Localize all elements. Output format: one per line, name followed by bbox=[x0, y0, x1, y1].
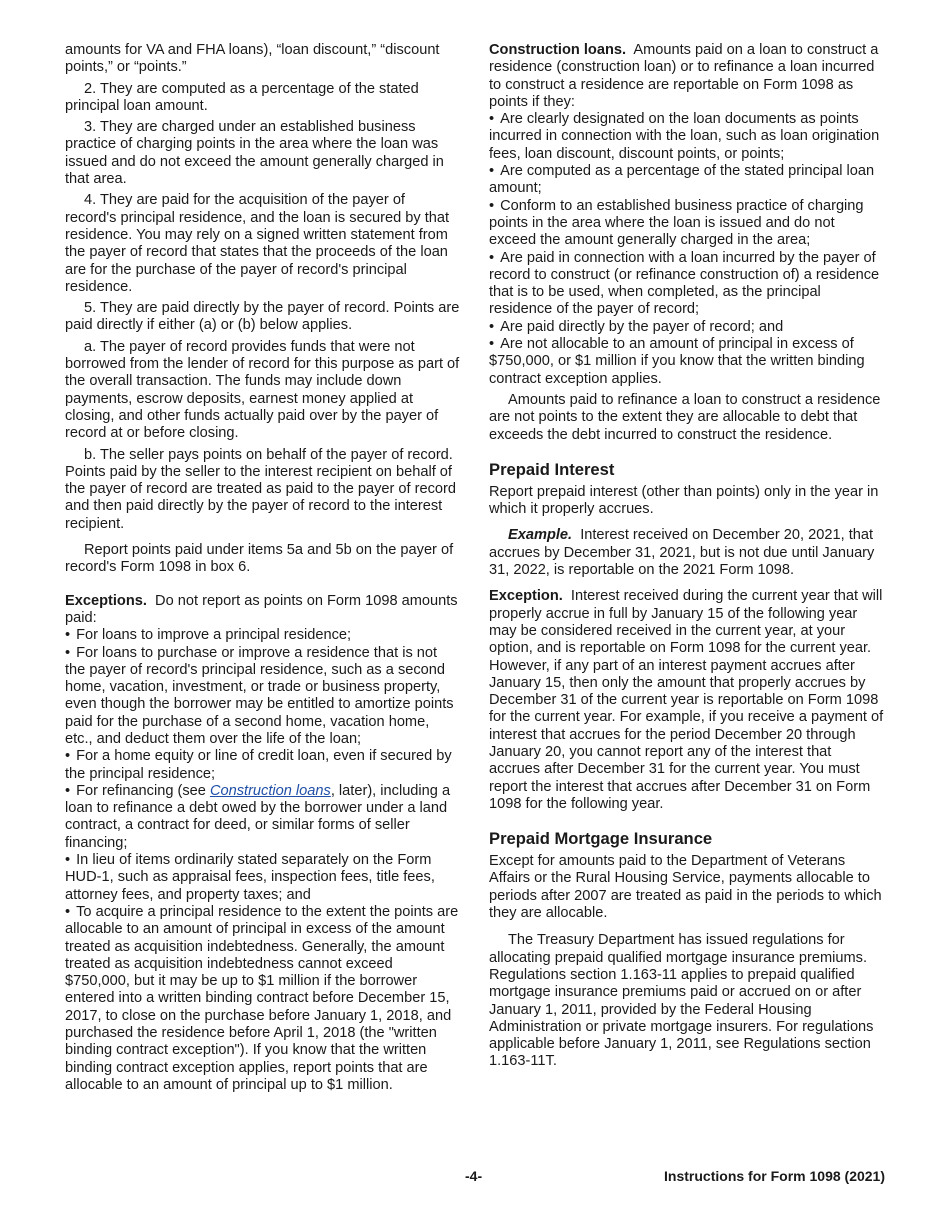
construction-loans-link[interactable]: Construction loans bbox=[209, 782, 331, 799]
construction-bullet: • Are paid directly by the payer of record; and bbox=[489, 319, 885, 336]
exception-bullet: • For loans to improve a principal residence; bbox=[65, 627, 460, 644]
construction-bullet: • Are clearly designated on the loan documents as points incurred in connection with the loan, such as loan origination fees, loan discount, discount points, or points; bbox=[489, 111, 885, 163]
item-5b: b. The seller pays points on behalf of the payer of record. Points paid by the seller to the interest recipient on behalf of the payer of record are treated as paid to the payer of record and then paid directly by the payer of record to the interest recipient. bbox=[65, 446, 457, 532]
example-label: Example. bbox=[508, 527, 573, 544]
prepaid-mortgage-insurance-heading: Prepaid Mortgage Insurance bbox=[489, 829, 713, 849]
treasury-regulations-paragraph: The Treasury Department has issued regulations for allocating prepaid qualified mortgage insurance premiums. Regulations section 1.163-11 applies to prepaid qualified mortgage insurance premiums paid or accrued on or after January 1, 2011, provided by the Federal Housing Administration or private mortgage insurers. For regulations applicable before January 1, 2011, see Regulations section 1.163-11T. bbox=[489, 932, 874, 1070]
example-text: Interest received on December 20, 2021, that accrues by December 31, 2021, but is not due until January 31, 2022, is reportable on the 2021 Form 1098. bbox=[489, 527, 875, 579]
construction-loans-text: Amounts paid on a loan to construct a residence (construction loan) or to refinance a loan incurred to construct a residence are reportable on Form 1098 as points if they: bbox=[489, 42, 879, 110]
exception-label: Exception. bbox=[489, 588, 563, 605]
construction-bullet: • Are computed as a percentage of the stated principal loan amount; bbox=[489, 163, 885, 198]
exception-bullet bbox=[65, 783, 460, 852]
exceptions-text: Do not report as points on Form 1098 amounts paid: bbox=[65, 592, 458, 626]
exception-text: Interest received during the current year that will properly accrue in full by January 15 of the following year may be considered received in the current year, at your option, and is reportable on Form 1098 for the current year. However, if any part of an interest payment accrues after January 15, then only the amount that properly accrues by December 31 of the current year is reportable on Form 1098 for the current year. For example, if you receive a payment of interest that accrues for the period December 20 through January 20, you cannot report any of the interest that accrues after December 31 for the current year. You must report the interest that accrues after December 31 on Form 1098 for the following year. bbox=[489, 588, 884, 812]
example-paragraph bbox=[489, 527, 885, 579]
exception-paragraph bbox=[489, 588, 885, 813]
page-number: -4- bbox=[465, 1168, 483, 1184]
construction-loans-label: Construction loans. bbox=[489, 42, 627, 58]
document-title-footer: Instructions for Form 1098 (2021) bbox=[664, 1168, 885, 1184]
prepaid-interest-heading: Prepaid Interest bbox=[489, 459, 615, 479]
item-2: 2. They are computed as a percentage of the stated principal loan amount. bbox=[65, 80, 419, 114]
exceptions-paragraph bbox=[65, 593, 460, 628]
refinance-paragraph: Amounts paid to refinance a loan to construct a residence are not points to the extent they are allocable to debt that exceeds the debt incurred to construct the residence. bbox=[489, 391, 881, 443]
item-3: 3. They are charged under an established business practice of charging points in the area where the loan was issued and do not exceed the amount generally charged in that area. bbox=[65, 119, 444, 188]
item-4: 4. They are paid for the acquisition of the payer of record's principal residence, and the loan is secured by that residence. You may rely on a signed written statement from the payer of record that states that the proceeds of the loan are for the purchase of the payer of record's principal residence. bbox=[65, 192, 450, 295]
right-column bbox=[489, 42, 885, 1071]
mortgage-insurance-paragraph: Except for amounts paid to the Department of Veterans Affairs or the Rural Housing Service, payments allocable to periods after 2007 are treated as paid in the periods to which they are allocable. bbox=[489, 853, 882, 922]
exception-bullet: • In lieu of items ordinarily stated separately on the Form HUD-1, such as appraisal fees, inspection fees, title fees, attorney fees, and property taxes; and bbox=[65, 852, 460, 904]
construction-loans-paragraph bbox=[489, 42, 885, 111]
exception-bullet: • For loans to purchase or improve a residence that is not the payer of record's principal residence, such as a second home, vacation, investment, or trade or business property, even though the borrower may be entitled to amortize points paid for the purchase of a second home, vacation home, etc., and deduct them over the life of the loan; bbox=[65, 645, 460, 749]
paragraph: amounts for VA and FHA loans), “loan discount,” “discount points,” or “points.” bbox=[65, 42, 440, 76]
bullet-text: For refinancing (see bbox=[76, 782, 210, 799]
report-points-paragraph: Report points paid under items 5a and 5b on the payer of record's Form 1098 in box 6. bbox=[65, 542, 454, 576]
exceptions-label: Exceptions. bbox=[65, 592, 147, 609]
item-5a: a. The payer of record provides funds that were not borrowed from the lender of record for this purpose as part of the overall transaction. The funds may include down payments, escrow deposits, earnest money applied at closing, and other funds actually paid over by the payer of record at or before closing. bbox=[65, 338, 460, 442]
exception-bullet: • For a home equity or line of credit loan, even if secured by the principal residence; bbox=[65, 748, 460, 783]
construction-bullet: • Are not allocable to an amount of principal in excess of $750,000, or $1 million if you know that the written binding contract exception applies. bbox=[489, 336, 885, 388]
bullet-text: , later), including a loan to refinance a debt owed by the borrower under a land contract, a contract for deed, or similar forms of seller financing; bbox=[65, 782, 451, 851]
item-5: 5. They are paid directly by the payer of record. Points are paid directly if either (a) or (b) below applies. bbox=[65, 300, 460, 334]
prepaid-interest-paragraph: Report prepaid interest (other than points) only in the year in which it properly accrues. bbox=[489, 483, 879, 518]
left-column bbox=[65, 42, 460, 1094]
exception-bullet: • To acquire a principal residence to the extent the points are allocable to an amount of principal in excess of the amount treated as acquisition indebtedness. Generally, the amount treated as acquisition indebtedness cannot exceed $750,000, but it may be up to $1 million if the borrower entered into a written binding contract before December 15, 2017, to close on the purchase before January 1, 2018, and purchased the residence before April 1, 2018 (the "written binding contract exception"). If you know that the written binding contract exception applies, report points that are allocable to an amount of principal up to $1 million. bbox=[65, 904, 460, 1094]
construction-bullet: • Are paid in connection with a loan incurred by the payer of record to construct (or refinance construction of) a residence that is to be used, when completed, as the principal residence of the payer of record; bbox=[489, 250, 885, 319]
construction-bullet: • Conform to an established business practice of charging points in the area where the loan is issued and do not exceed the amount generally charged in the area; bbox=[489, 198, 885, 250]
